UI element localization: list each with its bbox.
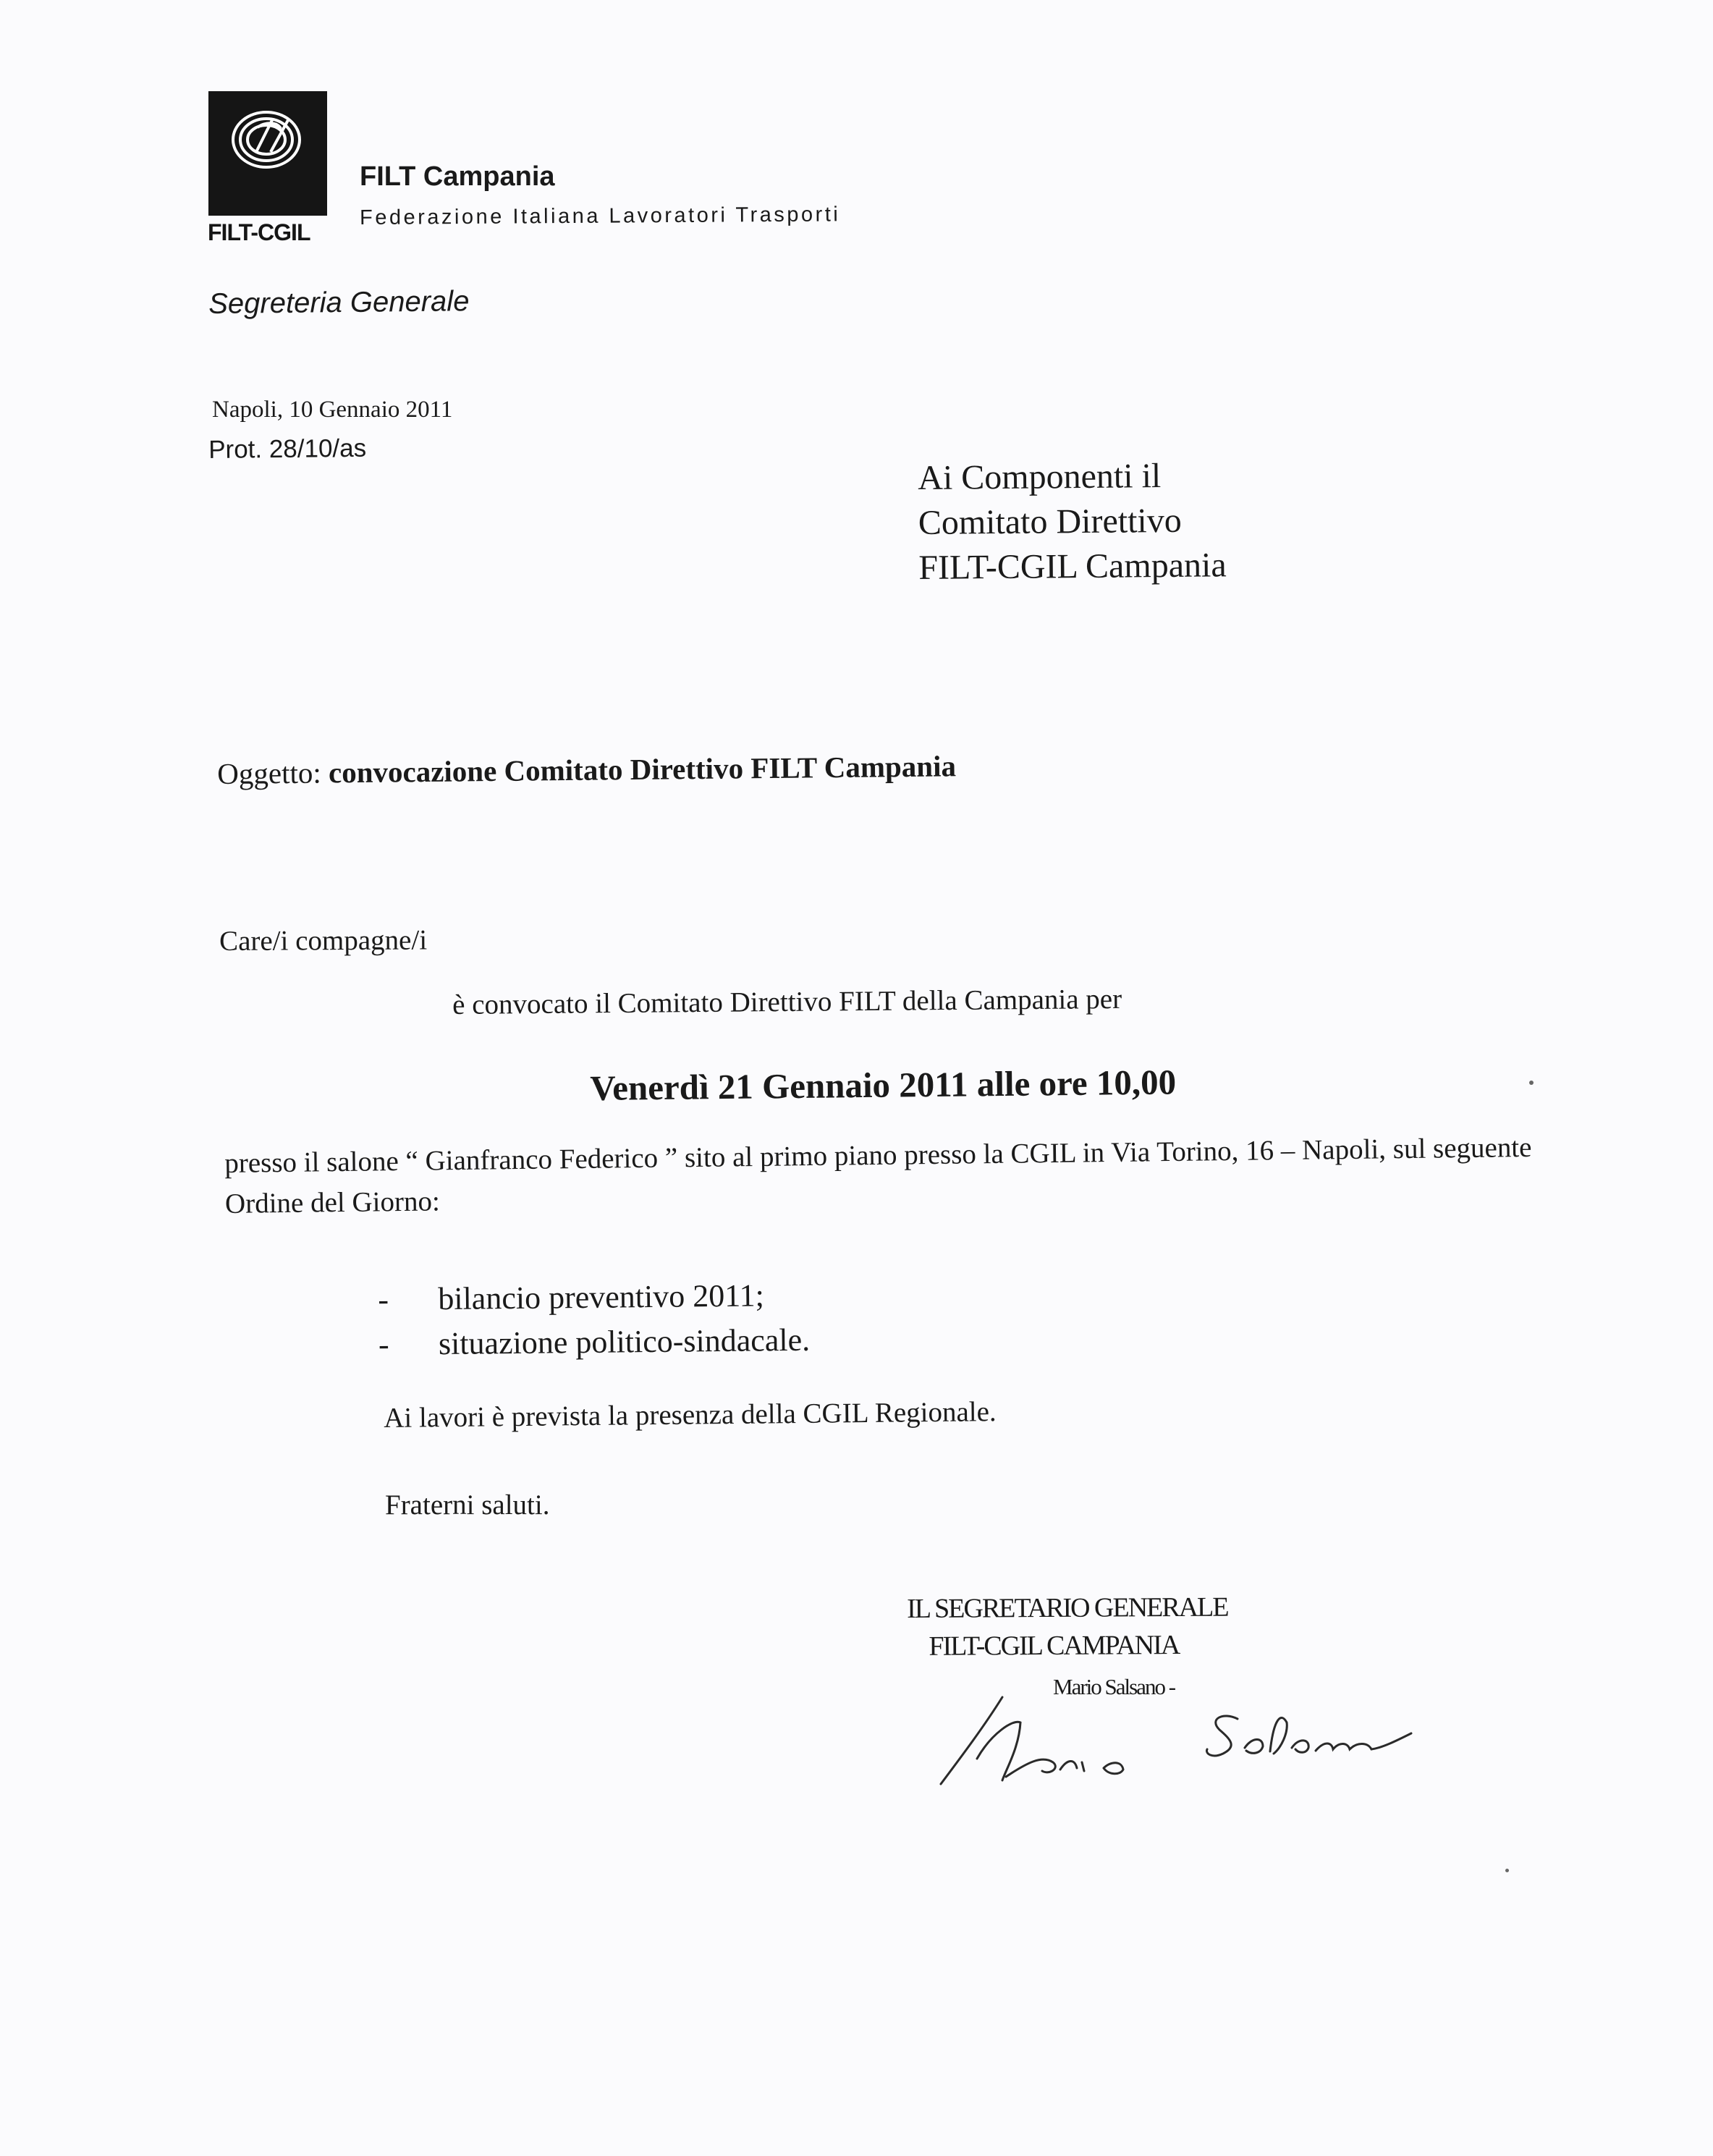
location-paragraph: presso il salone “ Gianfranco Federico ” sito al primo piano presso la CGIL in Via Torino, 16 – Napoli, sul seguente Ordine del Giorno:: [224, 1131, 1532, 1219]
recipient-line: Ai Componenti il: [918, 457, 1162, 497]
presence-note: Ai lavori è prevista la presenza della CGIL Regionale.: [384, 1396, 997, 1434]
signer-title-line: FILT-CGIL CAMPANIA: [929, 1630, 1180, 1662]
closing: Fraterni saluti.: [385, 1489, 550, 1521]
org-name: FILT Campania: [360, 161, 555, 192]
logo-swirl-icon: [221, 100, 314, 179]
department: Segreteria Generale: [208, 285, 470, 320]
signer-title: [907, 1589, 1228, 1665]
recipient-line: FILT-CGIL Campania: [918, 546, 1227, 587]
org-subtitle: Federazione Italiana Lavoratori Trasporti: [360, 203, 841, 229]
handwritten-signature: [934, 1690, 1484, 1798]
agenda-item: - bilancio preventivo 2011;: [376, 1273, 810, 1322]
protocol-number: Prot. 28/10/as: [208, 434, 367, 464]
logo-caption: FILT-CGIL: [208, 219, 310, 245]
agenda-item: - situazione politico-sindacale.: [377, 1318, 811, 1367]
meeting-datetime: Venerdì 21 Gennaio 2011 alle ore 10,00: [590, 1062, 1177, 1108]
date-line: Napoli, 10 Gennaio 2011: [212, 397, 453, 423]
recipient-block: [918, 453, 1227, 591]
subject-text: convocazione Comitato Direttivo FILT Campania: [328, 749, 957, 790]
recipient-line: Comitato Direttivo: [918, 501, 1182, 542]
subject-line: [217, 748, 956, 791]
intro-line: è convocato il Comitato Direttivo FILT della Campania per: [452, 983, 1122, 1020]
signer-title-line: IL SEGRETARIO GENERALE: [907, 1591, 1228, 1624]
scan-speck: [1505, 1869, 1509, 1872]
scan-speck: [1529, 1081, 1534, 1085]
signer-name: Mario Salsano -: [1053, 1674, 1175, 1699]
filt-cgil-logo: [208, 91, 327, 216]
greeting: Care/i compagne/i: [219, 924, 428, 957]
agenda-list: [376, 1273, 810, 1367]
subject-label: Oggetto:: [217, 756, 321, 790]
